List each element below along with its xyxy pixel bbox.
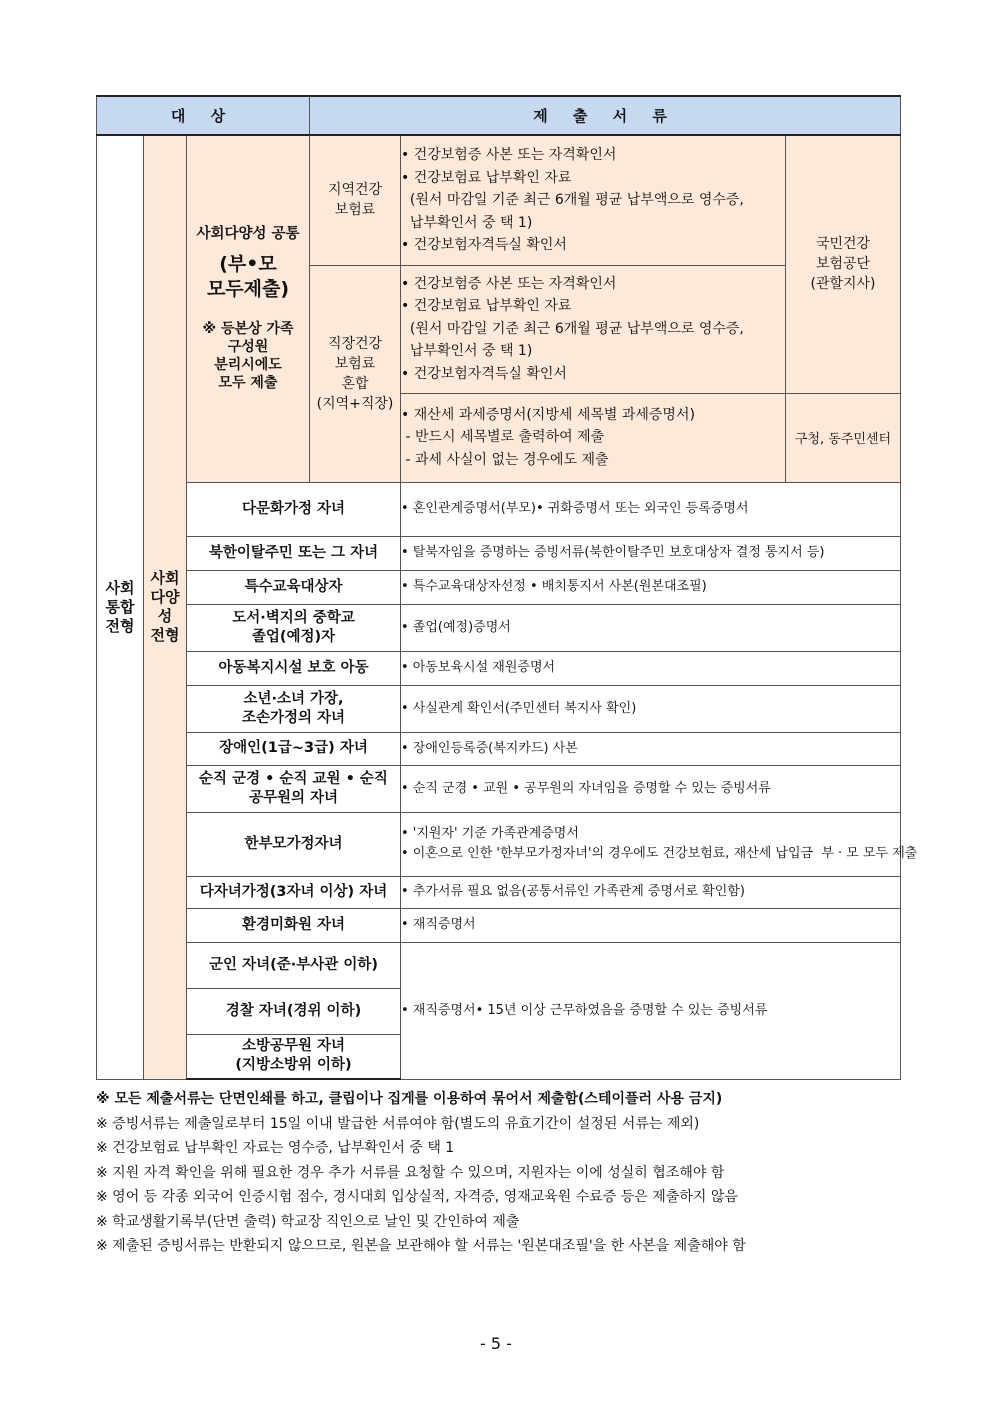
doc-line: - 반드시 세목별로 출력하여 제출 xyxy=(401,429,605,446)
docs-child-welfare xyxy=(401,651,901,685)
docs-special-education xyxy=(401,570,901,604)
target-youth-household: 소년·소녀 가장, 조손가정의 자녀 xyxy=(187,685,401,732)
doc-line: • 아동보육시설 재원증명서 xyxy=(401,660,556,675)
property-tax-docs xyxy=(401,393,786,482)
doc-line: • 건강보험자격득실 확인서 xyxy=(401,237,567,253)
target-sanitation-worker: 환경미화원 자녀 xyxy=(187,908,401,942)
target-line-of-duty: 순직 군경 • 순직 교원 • 순직 공무원의 자녀 xyxy=(187,765,401,812)
doc-line: • 혼인관계증명서(부모) xyxy=(401,501,536,516)
note-item: ※ 제출된 증빙서류는 반환되지 않으므로, 원본을 보관해야 할 서류는 '원본대조필'을 한 사본을 제출해야 함 xyxy=(96,1238,746,1254)
doc-line: • 재직증명서 xyxy=(401,917,476,932)
docs-line-of-duty xyxy=(401,765,901,812)
workplace-insurance-docs xyxy=(401,265,786,393)
docs-youth-household xyxy=(401,685,901,732)
doc-line: • 장애인등록증(복지카드) 사본 xyxy=(401,740,578,756)
doc-line: • 건강보험료 납부확인 자료 xyxy=(401,298,572,315)
docs-sanitation-worker xyxy=(401,908,901,942)
group-label-social-diversity: 사회 다양 성 전형 xyxy=(144,135,187,1079)
target-special-education: 특수교육대상자 xyxy=(187,570,401,604)
doc-line: • 졸업(예정)증명서 xyxy=(401,619,511,635)
common-note: ※ 등본상 가족 구성원 분리시에도 모두 제출 xyxy=(202,321,294,392)
note-item: ※ 모든 제출서류는 단면인쇄를 하고, 클립이나 집게를 이용하여 묶어서 제출함(스테이플러 사용 금지) xyxy=(96,1091,723,1107)
header-target: 대 상 xyxy=(97,96,310,135)
target-remote-area: 도서·벽지의 중학교 졸업(예정)자 xyxy=(187,604,401,651)
docs-disabled xyxy=(401,732,901,765)
issuer-district-office: 구청, 동주민센터 xyxy=(786,393,901,482)
doc-line: 납부확인서 중 택 1) xyxy=(401,343,533,360)
header-docs: 제 출 서 류 xyxy=(310,96,901,135)
note-item: ※ 영어 등 각종 외국어 인증시험 점수, 경시대회 입상실적, 자격증, 영재교육원 수료증 등은 제출하지 않음 xyxy=(96,1189,738,1205)
note-item: ※ 건강보험료 납부확인 자료는 영수증, 납부확인서 중 택 1 xyxy=(96,1140,455,1156)
doc-line: 납부확인서 중 택 1) xyxy=(401,214,533,231)
doc-line: (원서 마감일 기준 최근 6개월 평균 납부액으로 영수증, xyxy=(401,320,744,337)
doc-line: • 15년 이상 근무하였음을 증명할 수 있는 증빙서류 xyxy=(475,1002,768,1018)
doc-line: • 사실관계 확인서(주민센터 복지사 확인) xyxy=(401,700,637,716)
doc-line: • 추가서류 필요 없음(공통서류인 가족관계 증명서로 확인함) xyxy=(401,884,745,899)
doc-line: • 재직증명서 xyxy=(401,1002,476,1018)
target-disabled: 장애인(1급~3급) 자녀 xyxy=(187,732,401,765)
doc-line: 부 · 모 모두 제출 xyxy=(813,846,918,861)
target-north-korean: 북한이탈주민 또는 그 자녀 xyxy=(187,536,401,570)
note-item: ※ 학교생활기록부(단면 출력) 학교장 직인으로 날인 및 간인하여 제출 xyxy=(96,1213,520,1230)
note-item: ※ 지원 자격 확인을 위해 필요한 경우 추가 서류를 요청할 수 있으며, 지원자는 이에 성실히 협조해야 함 xyxy=(96,1164,725,1181)
common-emphasis: (부•모 모두제출) xyxy=(206,253,290,301)
docs-north-korean xyxy=(401,536,901,570)
doc-line: • 귀화증명서 또는 외국인 등록증명서 xyxy=(535,501,749,516)
docs-single-parent xyxy=(401,812,918,876)
doc-line: • 이혼으로 인한 '한부모가정자녀'의 경우에도 건강보험료, 재산세 납입금 xyxy=(401,846,814,861)
common-title: 사회다양성 공통 xyxy=(196,226,300,243)
doc-line: • 건강보험증 사본 또는 자격확인서 xyxy=(401,147,617,163)
docs-multi-child xyxy=(401,876,901,908)
doc-line: • 탈북자임을 증명하는 증빙서류(북한이탈주민 보호대상자 결정 통지서 등) xyxy=(401,545,825,560)
common-target xyxy=(187,135,310,482)
issuer-nhis: 국민건강 보험공단 (관할지사) xyxy=(786,135,901,393)
documents-table xyxy=(96,95,918,1080)
doc-line: • 건강보험증 사본 또는 자격확인서 xyxy=(401,275,617,292)
target-military: 군인 자녀(준·부사관 이하) xyxy=(187,942,401,988)
group-label-social-integration: 사회 통합 전형 xyxy=(97,135,144,1079)
regional-insurance-label: 지역건강 보험료 xyxy=(310,135,401,265)
doc-line: (원서 마감일 기준 최근 6개월 평균 납부액으로 영수증, xyxy=(401,192,744,208)
doc-line: • 순직 군경 • 교원 • 공무원의 자녀임을 증명할 수 있는 증빙서류 xyxy=(401,780,771,796)
regional-insurance-docs xyxy=(401,135,786,265)
target-police: 경찰 자녀(경위 이하) xyxy=(187,988,401,1034)
page-number: - 5 - xyxy=(480,1334,512,1353)
doc-line: • 건강보험자격득실 확인서 xyxy=(401,365,567,382)
note-item: ※ 증빙서류는 제출일로부터 15일 이내 발급한 서류여야 함(별도의 유효기간이 설정된 서류는 제외) xyxy=(96,1115,700,1132)
target-firefighter: 소방공무원 자녀 (지방소방위 이하) xyxy=(187,1034,401,1079)
docs-public-service xyxy=(401,942,901,1079)
doc-line: - 과세 사실이 없는 경우에도 제출 xyxy=(401,451,609,468)
docs-remote-area xyxy=(401,604,901,651)
doc-line: • '지원자' 기준 가족관계증명서 xyxy=(401,826,579,841)
doc-line: • 특수교육대상자선정 • 배치통지서 사본(원본대조필) xyxy=(401,579,707,594)
target-multi-child: 다자녀가정(3자녀 이상) 자녀 xyxy=(187,876,401,908)
target-multicultural: 다문화가정 자녀 xyxy=(187,482,401,536)
target-child-welfare: 아동복지시설 보호 아동 xyxy=(187,651,401,685)
docs-multicultural xyxy=(401,482,901,536)
target-single-parent: 한부모가정자녀 xyxy=(187,812,401,876)
doc-line: • 재산세 과세증명서(지방세 세목별 과세증명서) xyxy=(401,406,695,423)
workplace-insurance-label: 직장건강 보험료 혼합 (지역+직장) xyxy=(310,265,401,482)
notes xyxy=(96,1087,906,1259)
doc-line: • 건강보험료 납부확인 자료 xyxy=(401,169,572,186)
